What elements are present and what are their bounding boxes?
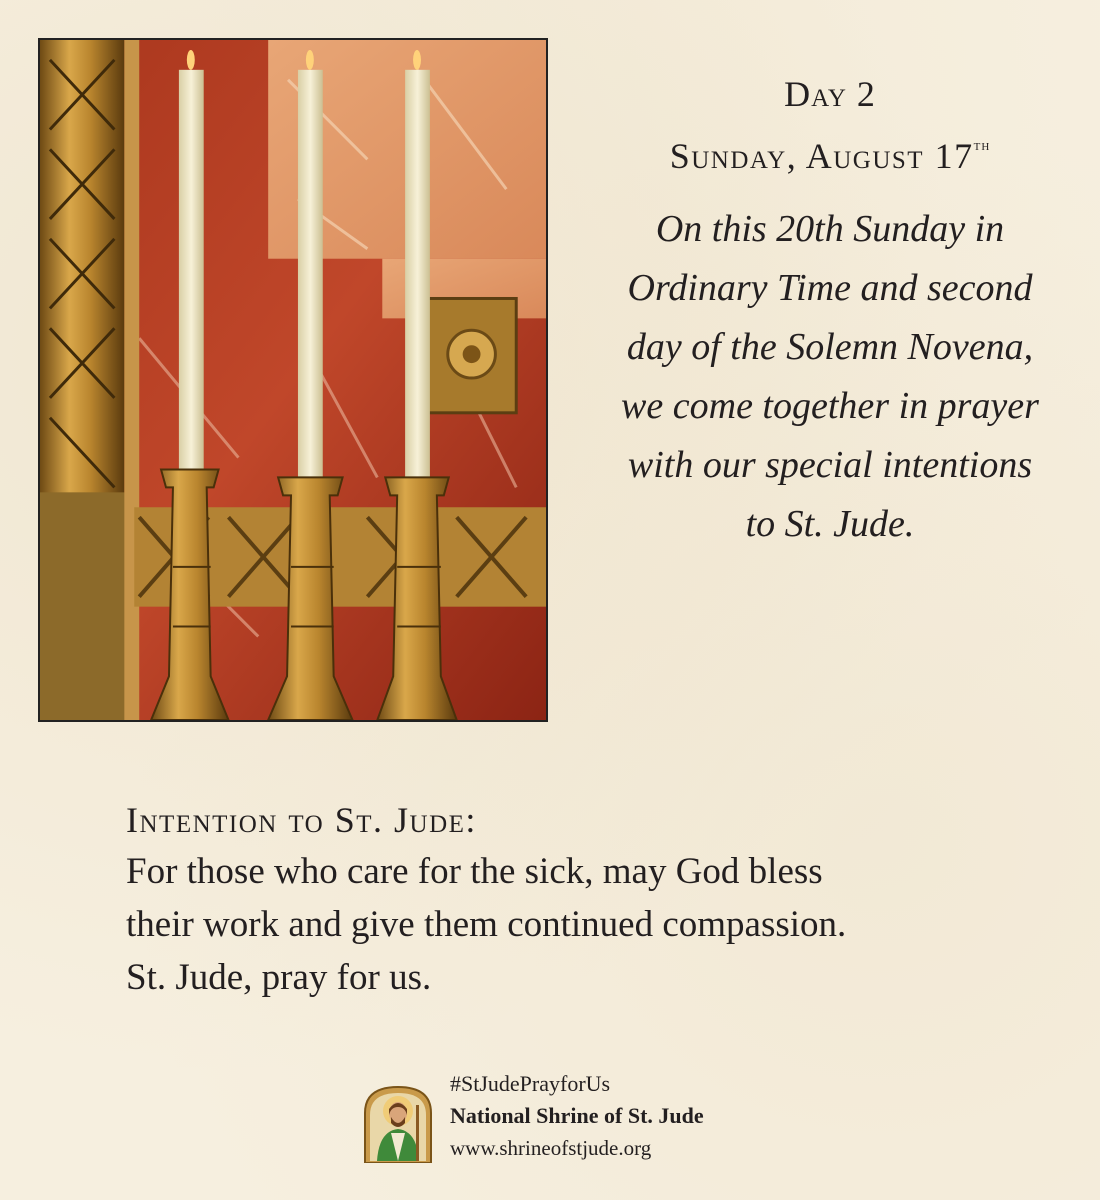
intro-line: day of the Solemn Novena, (626, 326, 1034, 368)
shrine-url-link[interactable]: www.shrineofstjude.org (450, 1136, 652, 1160)
day-header (580, 70, 1080, 180)
intention-line: St. Jude, pray for us. (126, 957, 432, 998)
intro-line: On this 20th Sunday in (655, 208, 1005, 250)
date-suffix: th (973, 137, 991, 154)
day-label: Day 2 (784, 74, 876, 114)
intro-text (570, 200, 1090, 554)
intention-body (126, 845, 1026, 1004)
intro-line: Ordinary Time and second (627, 267, 1033, 309)
footer (450, 1067, 850, 1165)
hashtag: #StJudePrayforUs (450, 1071, 611, 1096)
intro-line: to St. Jude. (745, 503, 915, 545)
intro-line: with our special intentions (627, 444, 1033, 486)
shrine-name: National Shrine of St. Jude (450, 1103, 704, 1128)
intention-section (126, 795, 1026, 1004)
date-line (580, 122, 1080, 180)
intention-line: For those who care for the sick, may God bless (126, 851, 823, 892)
intention-heading: Intention to St. Jude: (126, 800, 477, 840)
date-main: Sunday, August 17 (669, 136, 974, 176)
intention-line: their work and give them continued compassion. (126, 904, 847, 945)
st-jude-portrait-icon (361, 1085, 435, 1163)
intro-line: we come together in prayer (621, 385, 1039, 427)
altar-candles-photo (38, 38, 548, 722)
